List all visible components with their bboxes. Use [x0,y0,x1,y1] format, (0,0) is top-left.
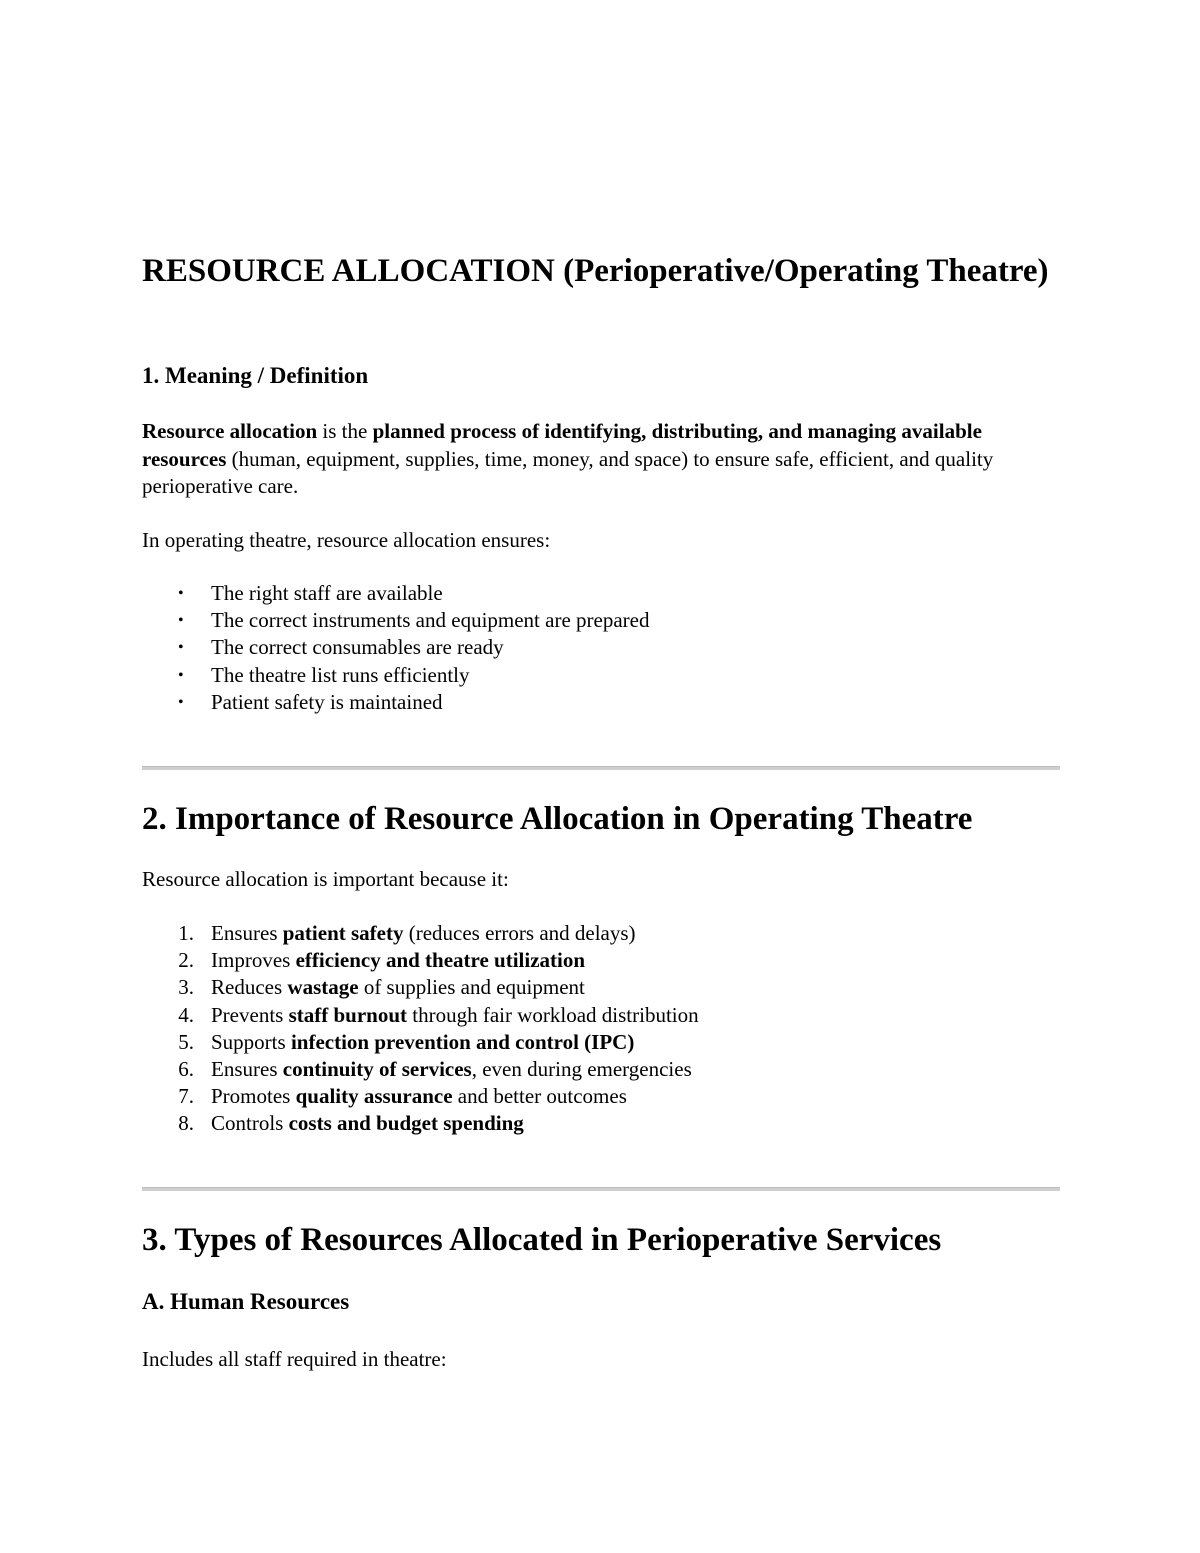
section-1-heading: 1. Meaning / Definition [142,363,369,388]
bullet-marker: • [178,639,184,657]
list-item [142,1002,699,1029]
list-item-text: The right staff are available [211,581,443,605]
list-item-text: Improves [211,948,296,973]
list-item [142,947,699,974]
subsection-a-heading: A. Human Resources [142,1289,350,1314]
list-number: 1. [178,921,194,945]
list-item [142,920,699,947]
list-item-text: (reduces errors and delays) [403,921,636,945]
list-item [142,634,649,661]
list-item-bold: costs and budget spending [288,1111,524,1136]
bullet-marker: • [178,693,184,711]
list-item-text: Ensures [211,921,283,945]
list-item [142,974,699,1001]
definition-rest: (human, equipment, supplies, time, money, and space) to ensure safe, efficient, and quality perioperative care. [142,446,994,498]
section-2-heading: 2. Importance of Resource Allocation in Operating Theatre [142,801,973,837]
list-item [142,662,649,689]
list-number: 3. [178,975,194,1000]
bullet-marker: • [178,612,184,630]
list-item-text: , even during emergencies [471,1057,692,1082]
list-item-bold: quality assurance [295,1084,453,1109]
list-item-text: Supports [211,1029,291,1054]
list-item-text: Patient safety is maintained [211,689,443,714]
section-1-intro: In operating theatre, resource allocation ensures: [142,528,551,552]
list-item-bold: efficiency and theatre utilization [295,948,586,973]
list-item [142,1110,699,1137]
list-item-text: through fair workload distribution [407,1002,699,1027]
list-item-text: Prevents [211,1002,289,1027]
definition-bold-phrase: planned process of identifying, distributing, and managing available resources [142,419,982,471]
document-title: RESOURCE ALLOCATION (Perioperative/Operating Theatre) [142,253,1049,289]
definition-term: Resource allocation [142,419,318,443]
horizontal-divider [142,1187,1060,1191]
list-item-text: Controls [211,1111,289,1136]
list-number: 7. [178,1084,194,1109]
list-number: 5. [178,1029,194,1054]
bullet-marker: • [178,585,184,602]
section-1-bullet-list [142,580,649,716]
list-item [142,1083,699,1110]
list-item-bold: continuity of services [282,1057,472,1082]
list-number: 6. [178,1057,194,1082]
list-item-bold: staff burnout [288,1002,408,1027]
list-item-text: of supplies and equipment [358,975,585,1000]
horizontal-divider [142,766,1060,770]
list-item [142,580,649,607]
definition-paragraph [142,418,1012,501]
list-item [142,1056,699,1083]
list-item-text: The correct consumables are ready [211,635,504,660]
list-item-bold: wastage [287,975,359,1000]
definition-connector: is the [317,419,373,443]
list-item-text: Reduces [211,975,288,1000]
section-2-numbered-list [142,920,699,1138]
list-item-text: Promotes [211,1084,296,1109]
section-3-intro: Includes all staff required in theatre: [142,1347,447,1371]
list-item-text: Ensures [211,1057,283,1082]
list-item [142,1029,699,1056]
list-item [142,689,649,716]
list-item-text: The correct instruments and equipment are prepared [211,608,650,633]
list-number: 2. [178,948,194,973]
section-3-heading: 3. Types of Resources Allocated in Perioperative Services [142,1222,942,1258]
list-item-bold: infection prevention and control (IPC) [290,1029,635,1054]
list-number: 4. [178,1002,194,1027]
section-2-intro: Resource allocation is important because it: [142,867,509,891]
list-item [142,607,649,634]
list-item-text: The theatre list runs efficiently [211,662,470,687]
bullet-marker: • [178,666,184,684]
list-item-bold: patient safety [282,921,404,945]
list-item-text: and better outcomes [452,1084,627,1109]
list-number: 8. [178,1111,194,1136]
